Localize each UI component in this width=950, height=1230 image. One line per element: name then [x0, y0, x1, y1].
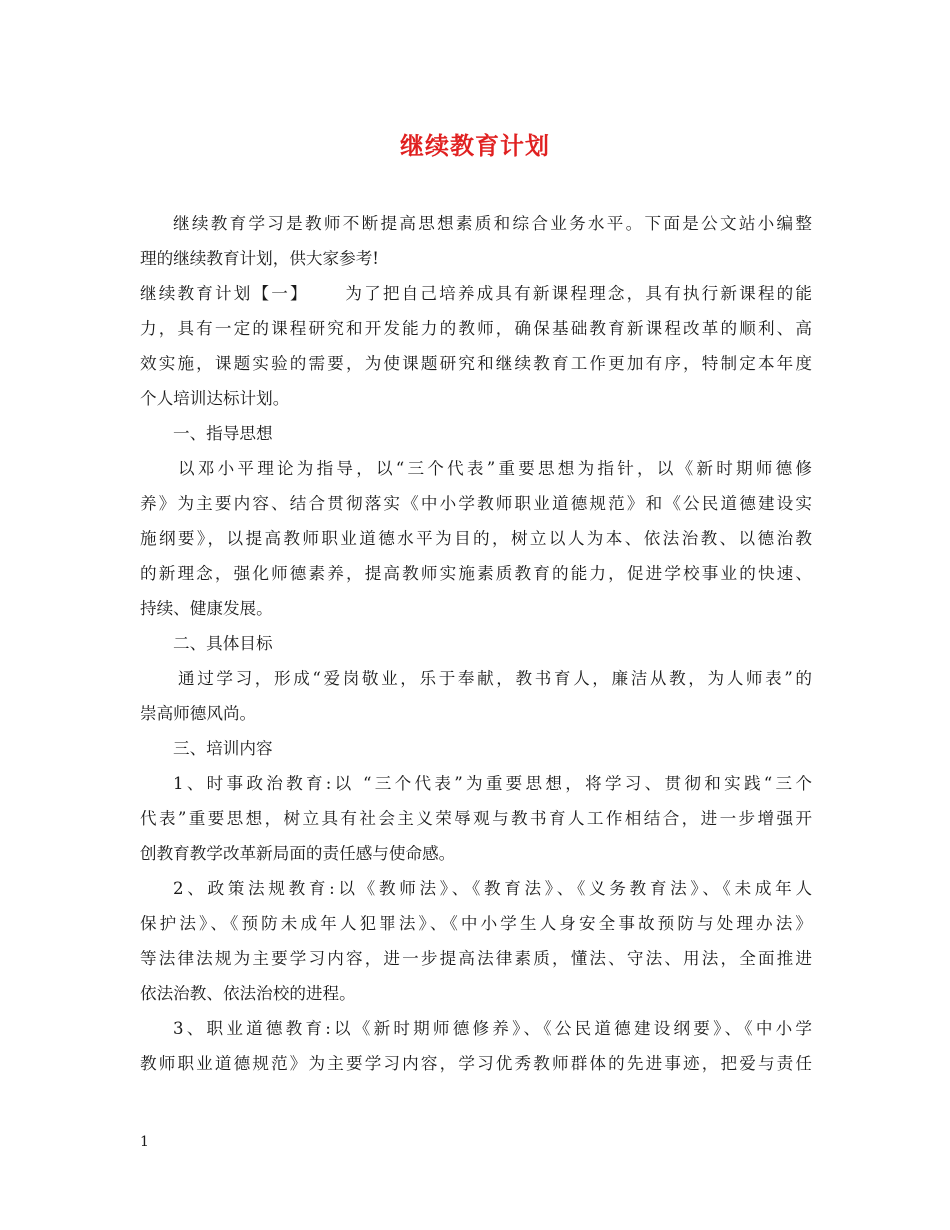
text-line: 个人培训达标计划。 — [140, 389, 290, 408]
text-line: 等法律法规为主要学习内容，进一步提高法律素质，懂法、守法、用法，全面推进 — [140, 949, 812, 968]
text-line: 依法治教、依法治校的进程。 — [140, 984, 356, 1003]
document-title: 继续教育计划 — [400, 132, 550, 160]
text-line: 的新理念，强化师德素养，提高教师实施素质教育的能力，促进学校事业的快速、 — [140, 564, 812, 583]
text-line: 教师职业道德规范》为主要学习内容，学习优秀教师群体的先进事迹，把爱与责任 — [140, 1054, 812, 1073]
text-line: 保护法》、《预防未成年人犯罪法》、《中小学生人身安全事故预防与处理办法》 — [140, 914, 812, 933]
text-line: 1、时事政治教育:以 “三个代表”为重要思想，将学习、贯彻和实践“三个 — [173, 774, 812, 793]
section-heading: 三、培训内容 — [173, 739, 273, 758]
section-heading: 一、指导思想 — [173, 424, 273, 443]
page-number: 1 — [140, 1134, 149, 1150]
text-line: 代表”重要思想，树立具有社会主义荣辱观与教书育人工作相结合，进一步增强开 — [140, 809, 812, 828]
text-line: 理的继续教育计划，供大家参考! — [140, 249, 379, 268]
text-line: 持续、健康发展。 — [140, 599, 273, 618]
text-line: 以邓小平理论为指导，以“三个代表”重要思想为指针，以《新时期师德修 — [178, 459, 812, 478]
section-heading: 二、具体目标 — [173, 634, 273, 653]
text-line: 继续教育学习是教师不断提高思想素质和综合业务水平。下面是公文站小编整 — [173, 214, 812, 233]
text-line: 2、政策法规教育:以《教师法》、《教育法》、《义务教育法》、《未成年人 — [173, 879, 812, 898]
text-line: 效实施，课题实验的需要，为使课题研究和继续教育工作更加有序，特制定本年度 — [140, 354, 812, 373]
text-line: 创教育教学改革新局面的责任感与使命感。 — [140, 844, 456, 863]
text-line: 施纲要》，以提高教师职业道德水平为目的，树立以人为本、依法治教、以德治教 — [140, 529, 812, 548]
text-line: 崇高师德风尚。 — [140, 704, 257, 723]
document-body — [140, 206, 812, 1081]
text-line: 通过学习，形成“爱岗敬业，乐于奉献，教书育人，廉洁从教，为人师表”的 — [178, 669, 812, 688]
text-line: 3、职业道德教育:以《新时期师德修养》、《公民道德建设纲要》、《中小学 — [173, 1019, 812, 1038]
text-line: 继续教育计划【一】 为了把自己培养成具有新课程理念，具有执行新课程的能 — [140, 284, 812, 303]
text-line: 力，具有一定的课程研究和开发能力的教师，确保基础教育新课程改革的顺利、高 — [140, 319, 812, 338]
text-line: 养》为主要内容、结合贯彻落实《中小学教师职业道德规范》和《公民道德建设实 — [140, 494, 812, 513]
